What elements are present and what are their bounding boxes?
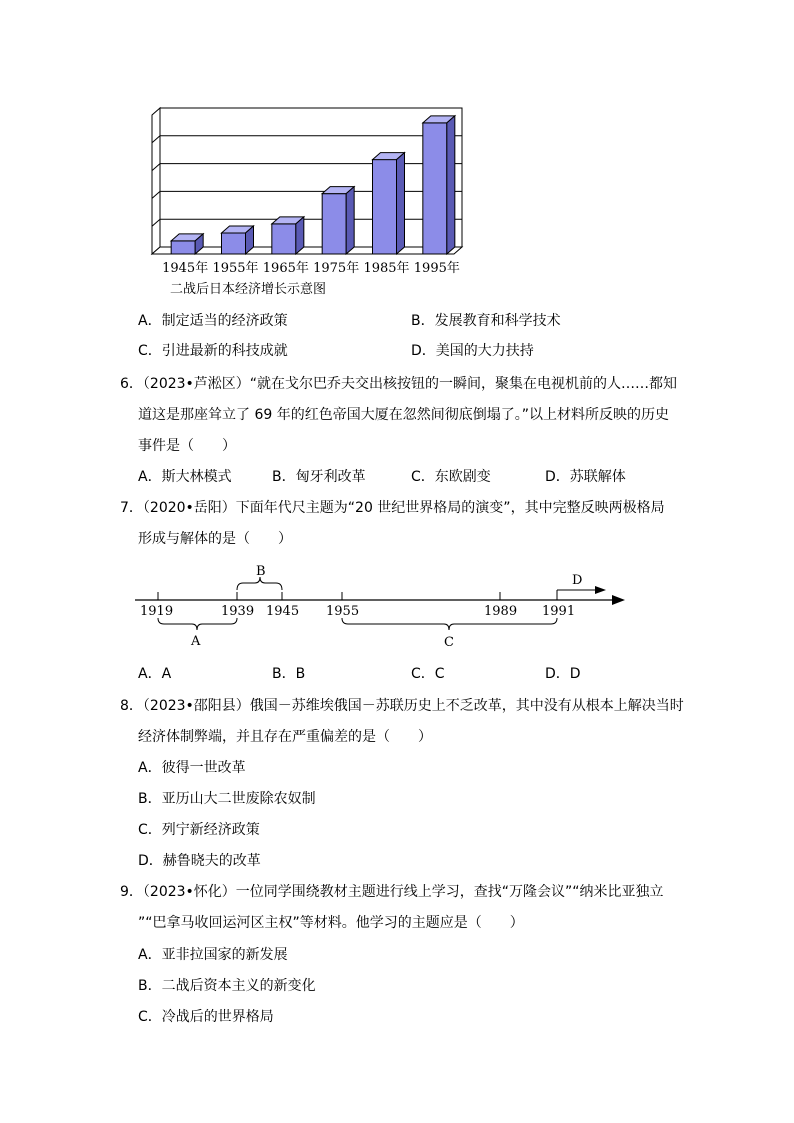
year-label-1955: 1955	[326, 604, 360, 619]
bar-6	[423, 123, 447, 254]
bracket-c	[342, 618, 557, 630]
timeline-figure	[130, 560, 630, 650]
bracket-label-c: C	[444, 635, 454, 650]
bar-1	[171, 241, 195, 254]
japan-economy-bar-chart	[140, 100, 470, 300]
x-tick-label: 1985年	[363, 261, 410, 276]
q9-option-c[interactable]: C．冷战后的世界格局	[138, 1009, 274, 1025]
q6-stem-line-2: 道这是那座耸立了 69 年的红色帝国大厦在忽然间彻底倒塌了。”以上材料所反映的历史	[138, 407, 669, 423]
chart-caption: 二战后日本经济增长示意图	[170, 282, 327, 297]
x-tick-label: 1955年	[212, 261, 259, 276]
q9-stem-line-1: 9．（2023•怀化）一位同学围绕教材主题进行线上学习，查找“万隆会议”“纳米比亚独立	[120, 884, 664, 900]
q5-option-d[interactable]: D．美国的大力扶持	[411, 343, 534, 359]
q8-stem-line-2: 经济体制弊端，并且存在严重偏差的是（ ）	[138, 729, 432, 745]
x-tick-label: 1995年	[413, 261, 460, 276]
bar-side-3	[296, 217, 304, 254]
x-tick-label: 1945年	[162, 261, 209, 276]
bracket-label-d: D	[572, 573, 583, 588]
x-tick-label: 1975年	[313, 261, 360, 276]
q6-option-d[interactable]: D．苏联解体	[545, 469, 626, 485]
q9-stem-line-2: ”“巴拿马收回运河区主权”等材料。他学习的主题应是（ ）	[138, 915, 524, 931]
year-label-1945: 1945	[266, 604, 300, 619]
q5-option-b[interactable]: B．发展教育和科学技术	[411, 313, 561, 329]
q8-option-b[interactable]: B．亚历山大二世废除农奴制	[138, 791, 316, 807]
x-tick-label: 1965年	[262, 261, 309, 276]
q7-stem-line-2: 形成与解体的是（ ）	[138, 531, 292, 547]
q8-option-c[interactable]: C．列宁新经济政策	[138, 822, 260, 838]
q6-option-a[interactable]: A．斯大林模式	[138, 469, 232, 485]
bar-2	[222, 233, 246, 254]
bracket-label-b: B	[256, 564, 266, 579]
q6-option-b[interactable]: B．匈牙利改革	[272, 469, 366, 485]
bar-side-4	[346, 187, 354, 254]
q7-option-b[interactable]: B．B	[272, 666, 306, 682]
q9-option-a[interactable]: A．亚非拉国家的新发展	[138, 947, 288, 963]
year-label-1989: 1989	[484, 604, 518, 619]
q6-stem-line-3: 事件是（ ）	[138, 438, 236, 454]
q5-option-a[interactable]: A．制定适当的经济政策	[138, 313, 288, 329]
bracket-a	[158, 618, 237, 630]
bar-5	[373, 160, 397, 254]
q7-option-a[interactable]: A．A	[138, 666, 172, 682]
timeline-axis-arrow	[612, 595, 625, 605]
q6-option-c[interactable]: C．东欧剧变	[411, 469, 491, 485]
q7-option-d[interactable]: D．D	[545, 666, 581, 682]
year-label-1919: 1919	[140, 604, 174, 619]
q7-option-c[interactable]: C．C	[411, 666, 445, 682]
q8-option-a[interactable]: A．彼得一世改革	[138, 760, 246, 776]
chart-left-wall	[152, 108, 160, 254]
q8-option-d[interactable]: D．赫鲁晓夫的改革	[138, 853, 261, 869]
chart-tick-labels	[162, 260, 460, 276]
bar-side-5	[397, 153, 405, 254]
chart-frame	[152, 108, 462, 254]
q6-stem-line-1: 6．（2023•芦淞区）“就在戈尔巴乔夫交出核按钮的一瞬间，聚集在电视机前的人……都知	[120, 376, 678, 392]
q5-option-c[interactable]: C．引进最新的科技成就	[138, 343, 288, 359]
year-label-1991: 1991	[542, 604, 576, 619]
bar-side-6	[447, 116, 455, 254]
arrow-d-head	[595, 586, 606, 594]
q8-stem-line-1: 8．（2023•邵阳县）俄国－苏维埃俄国－苏联历史上不乏改革，其中没有从根本上解决当时	[120, 698, 684, 714]
q7-stem-line-1: 7．（2020•岳阳）下面年代尺主题为“20 世纪世界格局的演变”，其中完整反映两极格局	[120, 500, 665, 516]
bar-3	[272, 224, 296, 254]
q9-option-b[interactable]: B．二战后资本主义的新变化	[138, 978, 316, 994]
bar-4	[322, 194, 346, 254]
chart-back-wall	[160, 108, 462, 247]
year-label-1939: 1939	[221, 604, 255, 619]
bracket-label-a: A	[191, 634, 201, 649]
